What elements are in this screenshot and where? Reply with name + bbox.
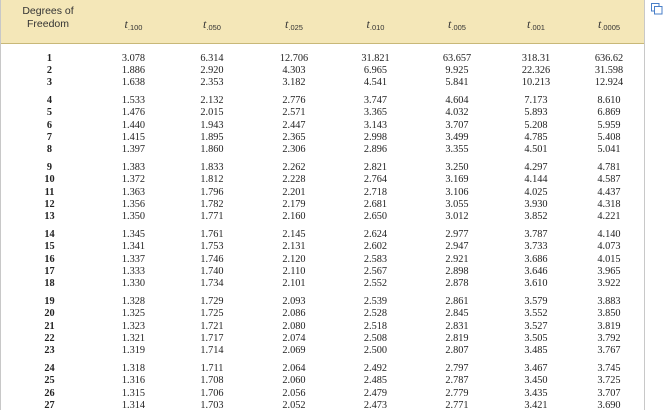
value-cell: 4.073 [597, 241, 621, 253]
value-cell: 4.785 [524, 131, 548, 143]
value-cell: 3.579 [524, 295, 548, 307]
value-cell: 1.740 [200, 266, 224, 277]
value-cell: 2.353 [200, 77, 224, 89]
value-cell: 5.841 [445, 77, 469, 89]
value-cell: 4.144 [524, 174, 548, 186]
header-col-symbol: t [124, 16, 128, 31]
header-col-symbol: t [366, 16, 370, 31]
value-cell: 1.734 [200, 278, 224, 290]
value-cell: 2.779 [445, 387, 469, 399]
dof-cell: 14 [44, 228, 55, 240]
header-col-7 [573, 0, 645, 43]
value-cell: 3.365 [363, 107, 388, 119]
header-col-1 [95, 0, 172, 43]
value-cell: 4.781 [597, 161, 621, 173]
value-cell: 2.650 [363, 211, 388, 223]
value-cell: 7.173 [524, 94, 548, 106]
table-row [1, 358, 645, 375]
value-cell: 1.321 [121, 333, 146, 345]
value-cell: 3.499 [445, 131, 469, 143]
value-cell: 1.812 [200, 174, 224, 186]
value-cell: 4.587 [597, 174, 621, 186]
value-cell: 4.541 [363, 77, 388, 89]
table-row [1, 266, 645, 278]
value-cell: 1.350 [121, 211, 146, 223]
value-cell: 2.080 [282, 320, 306, 332]
value-cell: 2.485 [363, 375, 388, 387]
value-cell: 1.895 [200, 131, 224, 143]
header-col-subscript: .025 [288, 22, 303, 32]
dof-cell: 2 [46, 64, 53, 76]
dof-cell: 22 [44, 333, 55, 345]
value-cell: 3.485 [524, 345, 548, 357]
value-cell: 2.306 [282, 144, 306, 156]
value-cell: 6.869 [597, 107, 621, 119]
value-cell: 2.831 [445, 320, 469, 332]
table-row [1, 278, 645, 290]
value-cell: 2.086 [282, 308, 306, 320]
value-cell: 2.492 [363, 362, 388, 374]
value-cell: 12.706 [279, 52, 309, 64]
value-cell: 1.356 [121, 198, 146, 210]
table-row [1, 308, 645, 320]
value-cell: 1.533 [121, 94, 146, 106]
value-cell: 2.571 [282, 107, 306, 119]
value-cell: 2.898 [445, 266, 469, 277]
value-cell: 3.527 [524, 320, 548, 332]
value-cell: 1.383 [121, 161, 146, 173]
value-cell: 3.610 [524, 278, 548, 290]
value-cell: 2.718 [363, 186, 388, 198]
value-cell: 4.318 [597, 198, 621, 210]
value-cell: 2.101 [282, 278, 306, 290]
header-col-2 [172, 0, 252, 43]
value-cell: 2.473 [363, 400, 388, 410]
dof-cell: 3 [46, 77, 53, 89]
header-col-symbol: t [527, 16, 531, 31]
value-cell: 2.787 [445, 375, 469, 387]
value-cell: 5.408 [597, 131, 621, 143]
value-cell: 1.638 [121, 77, 146, 89]
value-cell: 6.314 [200, 52, 224, 64]
table-row [1, 333, 645, 345]
value-cell: 1.717 [200, 333, 224, 345]
dof-cell: 24 [44, 362, 55, 374]
value-cell: 3.733 [524, 241, 548, 253]
value-cell: 3.169 [445, 174, 469, 186]
dof-cell: 21 [44, 320, 55, 332]
value-cell: 4.221 [597, 211, 621, 223]
value-cell: 2.479 [363, 387, 388, 399]
dof-cell: 11 [44, 186, 55, 198]
header-col-subscript: .100 [127, 22, 143, 32]
value-cell: 2.064 [282, 362, 306, 374]
table-row [1, 77, 645, 89]
value-cell: 2.201 [282, 186, 306, 198]
header-dof-line-1: Degrees of [22, 5, 74, 18]
dof-cell: 5 [46, 107, 53, 119]
value-cell: 4.025 [524, 186, 548, 198]
value-cell: 2.539 [363, 295, 388, 307]
value-cell: 3.646 [524, 266, 548, 277]
value-cell: 2.160 [282, 211, 306, 223]
value-cell: 2.819 [445, 333, 469, 345]
value-cell: 4.604 [445, 94, 469, 106]
header-col-subscript: .0005 [601, 22, 621, 32]
value-cell: 63.657 [442, 52, 472, 64]
value-cell: 1.319 [121, 345, 146, 357]
value-cell: 1.345 [121, 228, 146, 240]
header-col-symbol: t [597, 16, 602, 31]
value-cell: 1.721 [200, 320, 224, 332]
dof-cell: 15 [44, 241, 55, 253]
value-cell: 3.106 [445, 186, 469, 198]
value-cell: 3.055 [445, 198, 469, 210]
table-row [1, 144, 645, 156]
table-row [1, 107, 645, 119]
table-row [1, 120, 645, 132]
value-cell: 3.725 [597, 375, 621, 387]
value-cell: 3.355 [445, 144, 469, 156]
dof-cell: 12 [44, 198, 55, 210]
value-cell: 3.505 [524, 333, 548, 345]
value-cell: 1.314 [121, 400, 146, 410]
dof-cell: 16 [44, 253, 55, 265]
value-cell: 1.714 [200, 345, 224, 357]
value-cell: 4.437 [597, 186, 621, 198]
value-cell: 2.821 [363, 161, 388, 173]
value-cell: 2.921 [445, 253, 469, 265]
value-cell: 2.074 [282, 333, 306, 345]
value-cell: 2.764 [363, 174, 388, 186]
dof-cell: 23 [44, 345, 55, 357]
table-row [1, 254, 645, 266]
table-row [1, 224, 645, 241]
header-degrees-of-freedom [1, 0, 95, 43]
header-col-3 [252, 0, 336, 43]
table-header-row [1, 0, 645, 43]
value-cell: 1.440 [121, 119, 146, 131]
value-cell: 1.333 [121, 266, 146, 277]
value-cell: 2.807 [445, 345, 469, 357]
value-cell: 1.886 [121, 64, 146, 76]
value-cell: 31.598 [594, 64, 624, 76]
header-col-subscript: .050 [206, 22, 221, 32]
header-col-symbol: t [285, 16, 289, 31]
value-cell: 2.977 [445, 228, 469, 240]
value-cell: 1.706 [200, 387, 224, 399]
value-cell: 2.583 [363, 253, 388, 265]
value-cell: 2.861 [445, 295, 469, 307]
value-cell: 2.132 [200, 94, 224, 106]
value-cell: 3.819 [597, 320, 621, 332]
table-row [1, 241, 645, 253]
value-cell: 1.943 [200, 119, 224, 131]
table-body [1, 43, 645, 410]
value-cell: 636.62 [594, 52, 624, 64]
value-cell: 1.782 [200, 198, 224, 210]
value-cell: 1.315 [121, 387, 146, 399]
header-col-symbol: t [448, 16, 452, 31]
dof-cell: 1 [46, 52, 53, 64]
value-cell: 3.707 [597, 387, 621, 399]
value-cell: 2.947 [445, 241, 469, 253]
value-cell: 3.707 [445, 119, 469, 131]
dof-cell: 7 [46, 131, 53, 143]
value-cell: 2.518 [363, 320, 388, 332]
value-cell: 1.725 [200, 308, 224, 320]
header-col-5 [415, 0, 499, 43]
value-cell: 1.415 [121, 131, 146, 143]
value-cell: 1.323 [121, 320, 146, 332]
table-row [1, 174, 645, 186]
table-row [1, 211, 645, 223]
value-cell: 2.056 [282, 387, 306, 399]
value-cell: 1.330 [121, 278, 146, 290]
header-col-4 [336, 0, 415, 43]
value-cell: 22.326 [521, 64, 551, 76]
table-row [1, 90, 645, 107]
value-cell: 2.447 [282, 119, 306, 131]
dof-cell: 17 [44, 266, 55, 277]
value-cell: 1.771 [200, 211, 224, 223]
header-dof-line-2: Freedom [26, 18, 69, 31]
value-cell: 2.771 [445, 400, 469, 410]
t-distribution-table [1, 0, 645, 410]
value-cell: 3.143 [363, 119, 388, 131]
dof-cell: 19 [44, 295, 55, 307]
value-cell: 4.015 [597, 253, 621, 265]
value-cell: 2.060 [282, 375, 306, 387]
value-cell: 1.363 [121, 186, 146, 198]
table-row [1, 132, 645, 144]
value-cell: 2.776 [282, 94, 306, 106]
value-cell: 1.397 [121, 144, 146, 156]
value-cell: 2.145 [282, 228, 306, 240]
table-row [1, 375, 645, 387]
value-cell: 2.681 [363, 198, 388, 210]
value-cell: 5.208 [524, 119, 548, 131]
value-cell: 1.729 [200, 295, 224, 307]
value-cell: 2.069 [282, 345, 306, 357]
table-row [1, 345, 645, 357]
value-cell: 1.796 [200, 186, 224, 198]
value-cell: 2.262 [282, 161, 306, 173]
value-cell: 31.821 [361, 52, 390, 64]
value-cell: 2.845 [445, 308, 469, 320]
value-cell: 2.228 [282, 174, 306, 186]
dof-cell: 4 [46, 94, 53, 106]
value-cell: 1.833 [200, 161, 224, 173]
value-cell: 1.316 [121, 375, 146, 387]
value-cell: 6.965 [363, 64, 388, 76]
header-col-subscript: .005 [451, 22, 466, 32]
value-cell: 1.703 [200, 400, 224, 410]
table-row [1, 157, 645, 174]
value-cell: 3.078 [121, 52, 146, 64]
value-cell: 2.500 [363, 345, 388, 357]
value-cell: 3.747 [363, 94, 388, 106]
value-cell: 5.041 [597, 144, 621, 156]
dof-cell: 26 [44, 387, 55, 399]
header-col-6 [499, 0, 573, 43]
header-col-subscript: .001 [530, 22, 545, 32]
value-cell: 4.501 [524, 144, 548, 156]
dof-cell: 6 [46, 119, 53, 131]
value-cell: 2.567 [363, 266, 388, 277]
value-cell: 3.467 [524, 362, 548, 374]
value-cell: 3.421 [524, 400, 548, 410]
dof-cell: 9 [46, 161, 53, 173]
value-cell: 3.012 [445, 211, 469, 223]
value-cell: 4.297 [524, 161, 548, 173]
table-row [1, 400, 645, 410]
value-cell: 10.213 [521, 77, 551, 89]
value-cell: 1.325 [121, 308, 146, 320]
value-cell: 1.328 [121, 295, 146, 307]
value-cell: 1.476 [121, 107, 146, 119]
table-row [1, 65, 645, 77]
dof-cell: 25 [44, 375, 55, 387]
header-col-symbol: t [203, 16, 207, 31]
value-cell: 1.337 [121, 253, 146, 265]
value-cell: 1.711 [200, 362, 224, 374]
value-cell: 3.745 [597, 362, 621, 374]
value-cell: 3.852 [524, 211, 548, 223]
dof-cell: 8 [46, 144, 53, 156]
value-cell: 3.250 [445, 161, 469, 173]
value-cell: 3.792 [597, 333, 621, 345]
dof-cell: 20 [44, 308, 55, 320]
value-cell: 2.179 [282, 198, 306, 210]
value-cell: 3.930 [524, 198, 548, 210]
value-cell: 2.896 [363, 144, 388, 156]
value-cell: 3.690 [597, 400, 621, 410]
value-cell: 2.602 [363, 241, 388, 253]
value-cell: 2.093 [282, 295, 306, 307]
value-cell: 1.372 [121, 174, 146, 186]
value-cell: 2.365 [282, 131, 306, 143]
value-cell: 3.686 [524, 253, 548, 265]
value-cell: 2.508 [363, 333, 388, 345]
value-cell: 3.883 [597, 295, 621, 307]
value-cell: 2.552 [363, 278, 388, 290]
value-cell: 2.878 [445, 278, 469, 290]
value-cell: 2.015 [200, 107, 224, 119]
value-cell: 5.893 [524, 107, 548, 119]
value-cell: 8.610 [597, 94, 621, 106]
value-cell: 1.746 [200, 253, 224, 265]
value-cell: 2.528 [363, 308, 388, 320]
dof-cell: 10 [44, 174, 55, 186]
table-row [1, 187, 645, 199]
header-col-subscript: .010 [369, 22, 385, 32]
value-cell: 1.860 [200, 144, 224, 156]
value-cell: 1.318 [121, 362, 146, 374]
value-cell: 5.959 [597, 119, 621, 131]
value-cell: 3.850 [597, 308, 621, 320]
value-cell: 3.182 [282, 77, 306, 89]
value-cell: 2.797 [445, 362, 469, 374]
value-cell: 12.924 [594, 77, 624, 89]
value-cell: 2.120 [282, 253, 306, 265]
dof-cell: 13 [44, 211, 55, 223]
table-row [1, 199, 645, 211]
value-cell: 2.624 [363, 228, 388, 240]
value-cell: 3.787 [524, 228, 548, 240]
value-cell: 2.110 [282, 266, 306, 277]
value-cell: 3.767 [597, 345, 621, 357]
value-cell: 2.052 [282, 400, 306, 410]
value-cell: 4.140 [597, 228, 621, 240]
copy-icon[interactable] [651, 3, 663, 15]
value-cell: 9.925 [445, 64, 469, 76]
value-cell: 2.998 [363, 131, 388, 143]
value-cell: 3.435 [524, 387, 548, 399]
value-cell: 3.922 [597, 278, 621, 290]
value-cell: 3.965 [597, 266, 621, 277]
value-cell: 1.753 [200, 241, 224, 253]
table-row [1, 291, 645, 308]
value-cell: 1.761 [200, 228, 224, 240]
value-cell: 4.303 [282, 64, 306, 76]
dof-cell: 18 [44, 278, 55, 290]
value-cell: 3.450 [524, 375, 548, 387]
table-row [1, 388, 645, 400]
value-cell: 4.032 [445, 107, 469, 119]
table-row [1, 43, 645, 65]
value-cell: 1.341 [121, 241, 146, 253]
dof-cell: 27 [44, 400, 55, 410]
value-cell: 3.552 [524, 308, 548, 320]
value-cell: 2.131 [282, 241, 306, 253]
table-row [1, 321, 645, 333]
value-cell: 318.31 [521, 52, 551, 64]
value-cell: 2.920 [200, 64, 224, 76]
value-cell: 1.708 [200, 375, 224, 387]
